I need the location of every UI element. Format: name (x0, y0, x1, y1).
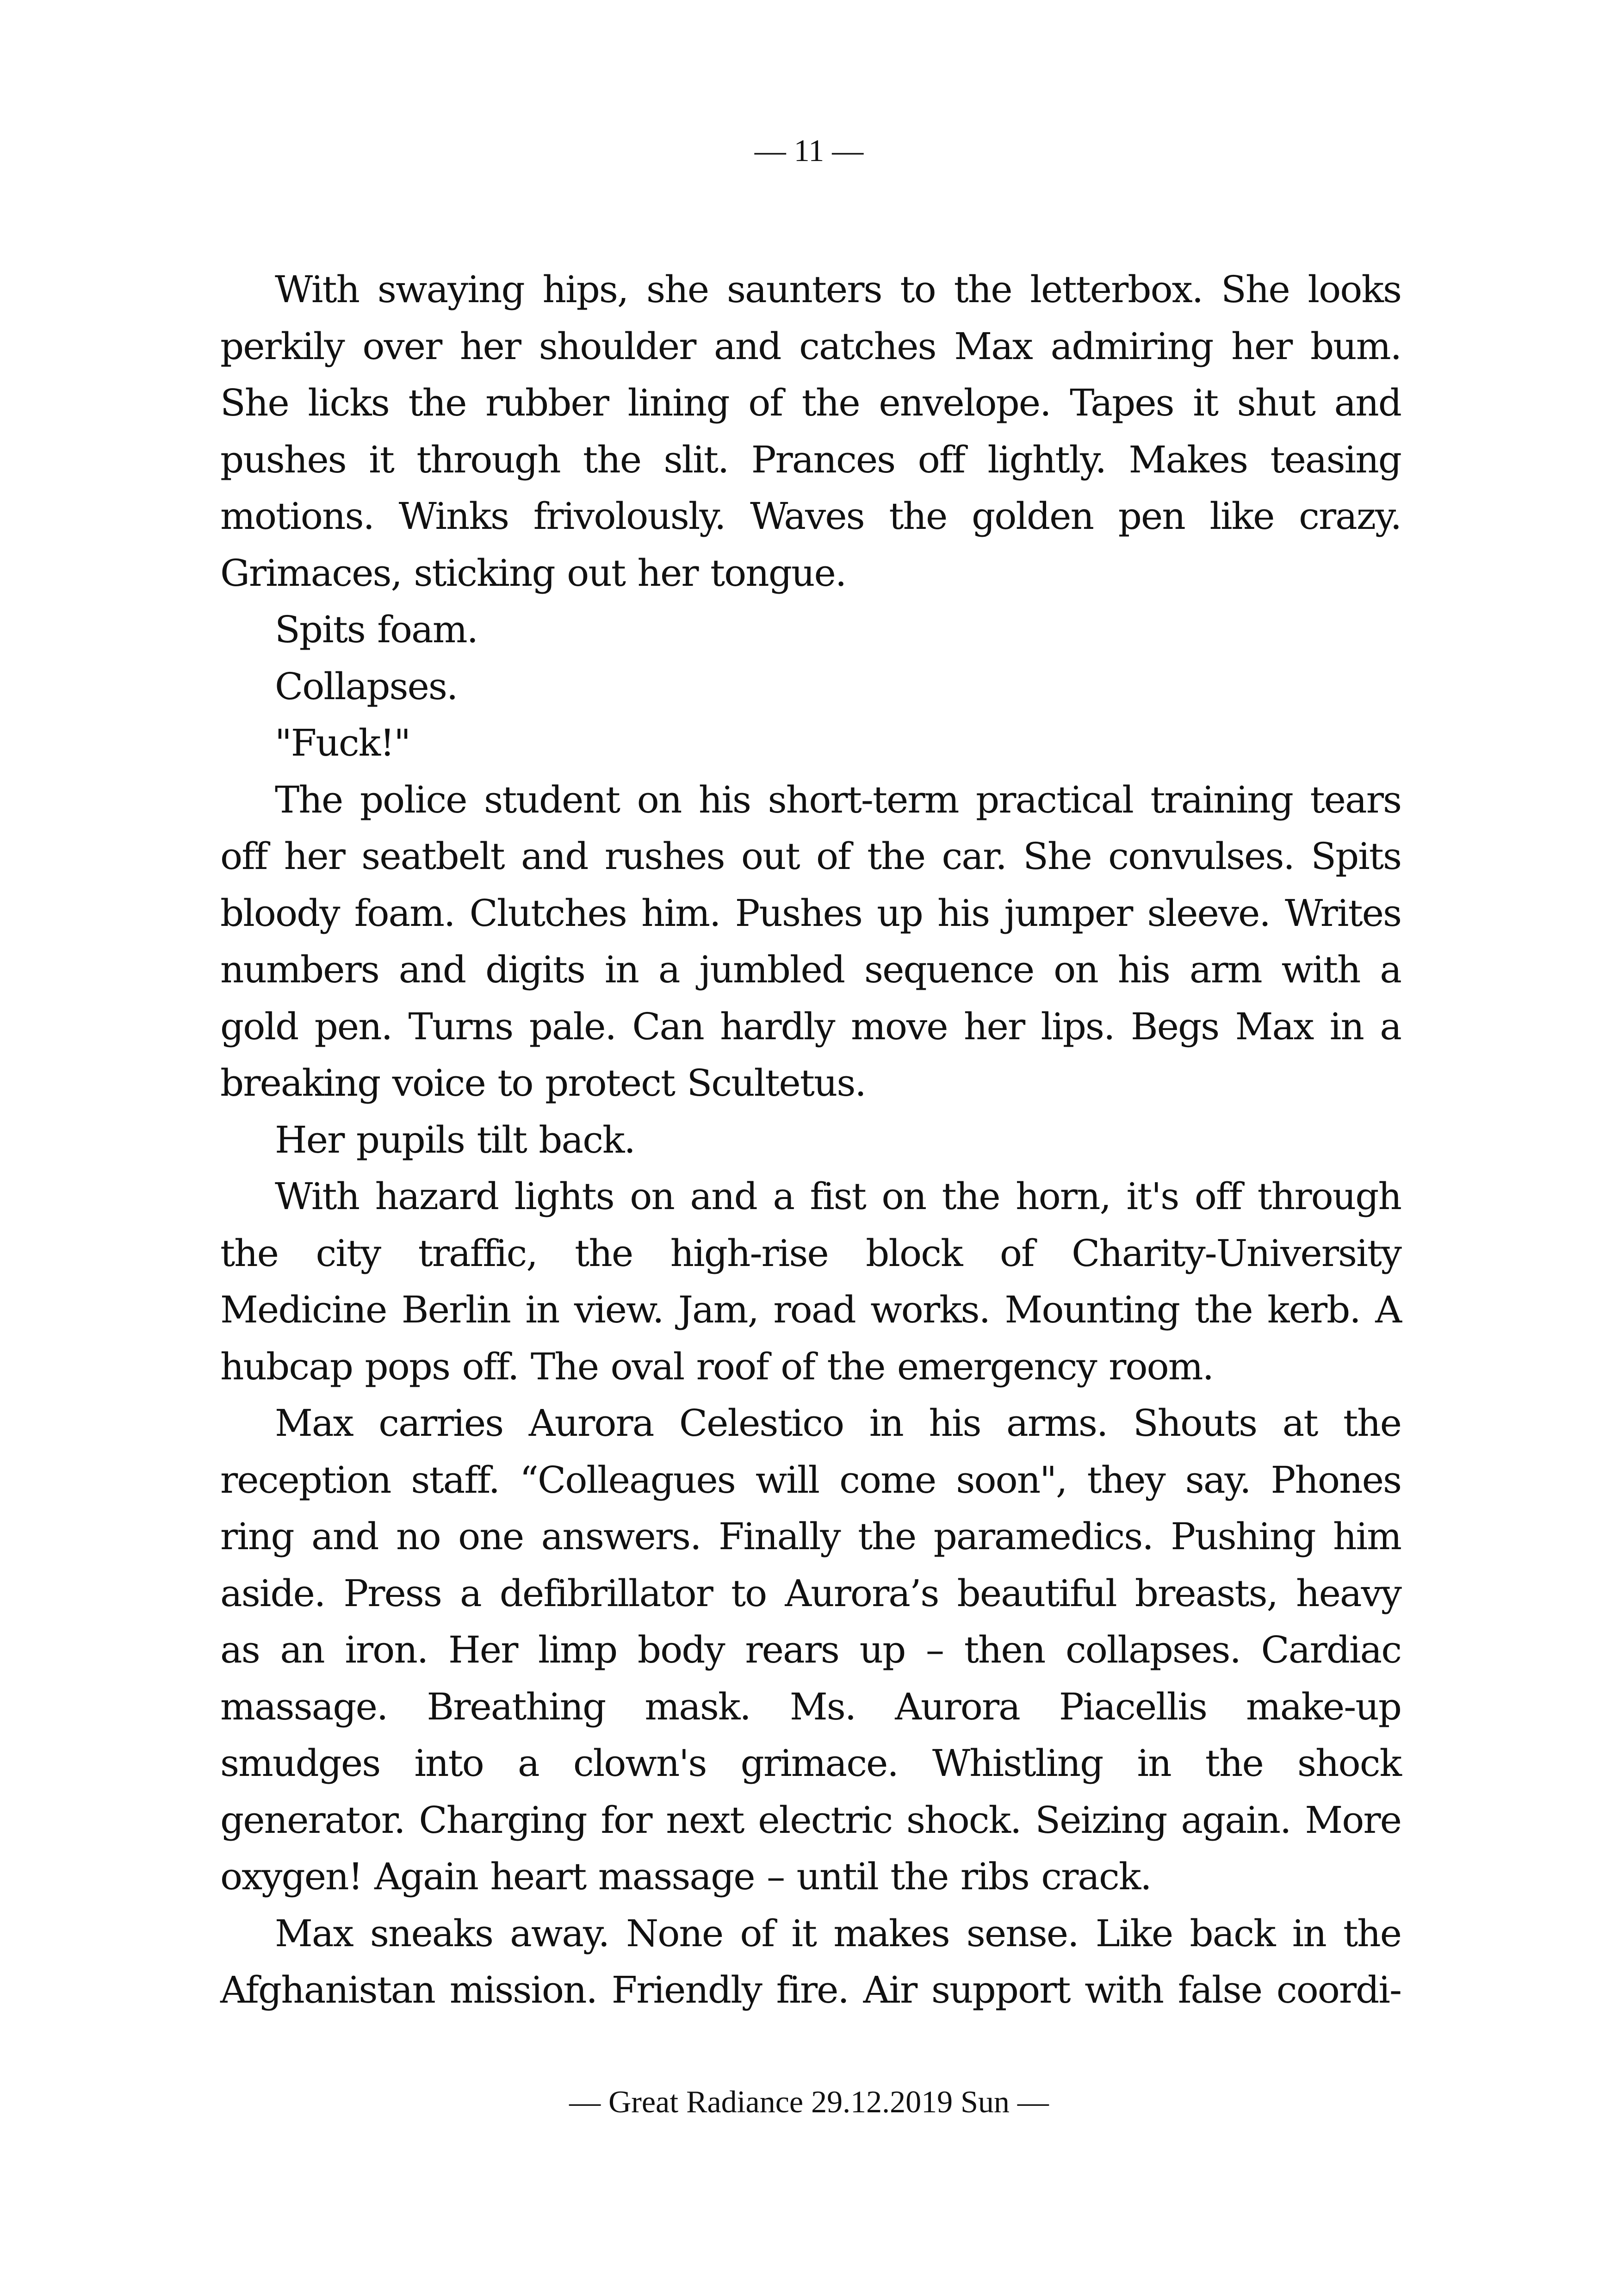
paragraph: Max sneaks away. None of it makes sense. Like back in the Afghanistan mission. Friendly fire. Air support with false coordi- (220, 1911, 1401, 2011)
page-number-header: — 11 — (754, 133, 864, 168)
paragraph: With hazard lights on and a fist on the horn, it's off through the city traffic, the high-rise block of Charity-University Medicine Berlin in view. Jam, road works. Mounting the kerb. A hubcap pops off. The oval roof of the emergency room. (220, 1175, 1401, 1388)
paragraph: Collapses. (275, 664, 458, 708)
paragraph: Her pupils tilt back. (275, 1118, 635, 1161)
paragraph: Max carries Aurora Celestico in his arms. Shouts at the reception staff. “Colleagues will come soon", they say. Phones ring and no one answers. Finally the paramedics. Pushing him aside. Press a defibrillator to Aurora’s beautiful breasts, heavy as an iron. Her limp body rears up – then collapses. Cardiac massage. Breathing mask. Ms. Aurora Piacellis make-up smudges into a clown's grimace. Whistling in the shock generator. Charging for next electric shock. Seizing again. More oxygen! Again heart massage – until the ribs crack. (220, 1402, 1401, 1898)
paragraph: With swaying hips, she saunters to the letterbox. She looks perkily over her shoulder and catches Max admiring her bum. She licks the rubber lining of the envelope. Tapes it shut and pushes it through the slit. Prances off lightly. Makes teasing motions. Winks frivolously. Waves the golden pen like crazy. Grimaces, sticking out her tongue. (220, 268, 1401, 595)
paragraph: The police student on his short-term practical training tears off her seatbelt and rushes out of the car. She convulses. Spits bloody foam. Clutches him. Pushes up his jumper sleeve. Writes numbers and digits in a jumbled sequence on his arm with a gold pen. Turns pale. Can hardly move her lips. Begs Max in a breaking voice to protect Scultetus. (220, 778, 1401, 1105)
paragraph: "Fuck!" (275, 721, 410, 764)
body-text (220, 261, 1401, 2019)
running-footer: — Great Radiance 29.12.2019 Sun — (569, 2084, 1049, 2119)
paragraph: Spits foam. (275, 608, 477, 651)
